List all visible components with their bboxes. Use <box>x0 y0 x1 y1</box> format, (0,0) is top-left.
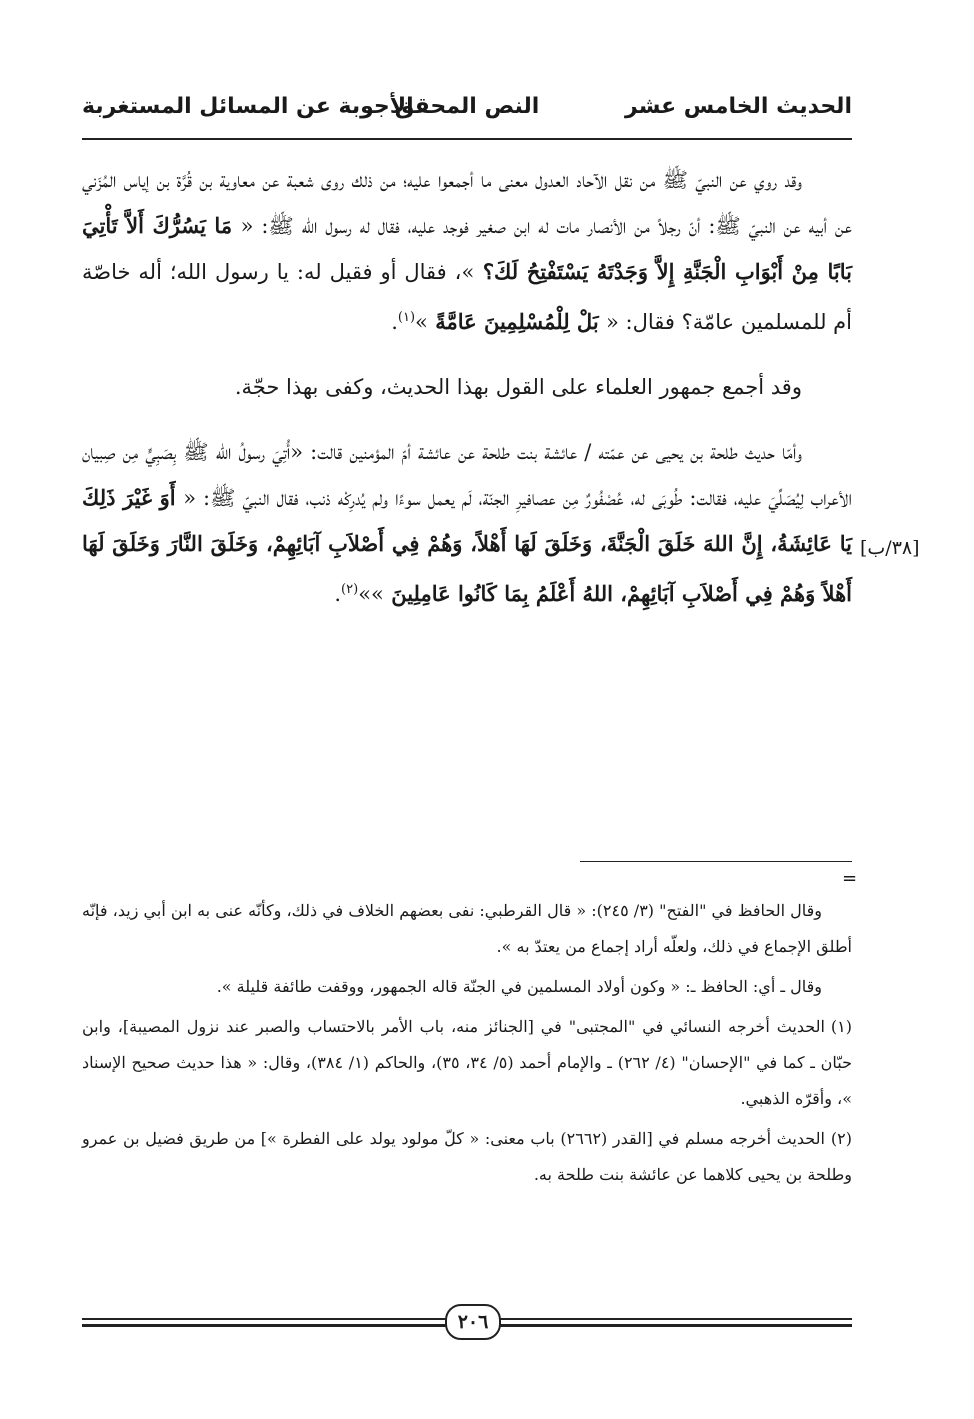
footnote-1 <box>82 1009 852 1117</box>
footnote-2-text: الحديث أخرجه مسلم في [القدر (٢٦٦٢) باب معنى: « كلّ مولود يولد على الفطرة »] من طريق فضيل بن عمرو وطلحة بن يحيى كلاهما عن عائشة بنت طلحة به. <box>82 1129 852 1184</box>
page-number: ٢٠٦ <box>445 1304 501 1340</box>
footnote-1-number: (١) <box>830 1017 852 1036</box>
footnote-continued-1: وقال الحافظ في "الفتح" (٣/ ٢٤٥): « قال القرطبي: نفى بعضهم الخلاف في ذلك، وكأنّه عنى به ابن أبي زيد، فإنّه أطلق الإجماع في ذلك، ولعلّه أراد إجماع من يعتدّ به ». <box>82 901 852 956</box>
footnote-continuation-mark: = <box>842 868 858 889</box>
p1-text-e: » <box>415 310 428 334</box>
p1-hadith-quote: مَا يَسُرُّكَ أَلاَّ تَأْتِيَ بَابًا مِنْ أَبْوَابِ الْجَنَّةِ إِلاَّ وَجَدْتَهُ يَسْتَفْتِحُ لَكَ؟ <box>82 213 852 284</box>
header-book-title: الأجوبة عن المسائل المستغربة <box>82 94 414 119</box>
paragraph-3 <box>82 430 852 617</box>
footnote-1-text: الحديث أخرجه النسائي في "المجتبى" في [الجنائز منه، باب الأمر بالاحتساب والصبر عند نزول المصيبة]، وابن حبّان ـ كما في "الإحسان" (٤/ ٢٦٢) ـ والإمام أحمد (٥/ ٣٤، ٣٥)، والحاكم (١/ ٣٨٤)، وقال: « هذا حديث صحيح الإسناد »، وأقرّه الذهبي. <box>82 1017 853 1108</box>
running-header <box>82 94 852 134</box>
header-section-title: النص المحقق <box>394 94 540 119</box>
footnotes <box>82 893 852 1197</box>
manuscript-folio-marker: [٣٨/ب] <box>860 537 920 559</box>
header-divider <box>82 138 852 140</box>
p1-text-c: »، فقال أو فقيل له: يا رسول الله؛ أله خاصّة أم للمسلمين عامّة؟ فقال: « <box>82 260 852 334</box>
footnote-2-number: (٢) <box>830 1129 852 1148</box>
p1-hadith-quote-2: بَلْ لِلْمُسْلِمِينَ عَامَّةً <box>427 309 606 334</box>
p3-text-a: وأمّا حديث طلحة بن يحيى عن عمّته / عائشة بنت طلحة عن عائشة أمّ المؤمنين قالت: « <box>290 440 802 464</box>
footnote-continued-2: وقال ـ أي: الحافظ ـ: « وكون أولاد المسلمين في الجنّة قاله الجمهور، ووقفت طائفة قليلة ». <box>216 977 822 996</box>
p3-text-d: »» <box>358 582 384 606</box>
header-chapter-title: الحديث الخامس عشر <box>625 94 852 119</box>
p1-text-a: وقد روي عن النبيّ ﷺ من نقل الآحاد العدول معنى ما أجمعوا عليه؛ من ذلك روى شعبة عن معاوية بن قُرَّة بن إياس المُزَني عن أبيه عن النبيّ ﷺ: أنّ رجلاً من الأنصار مات له ابن صغير فوجد عليه، فقال له رسول الله ﷺ: « <box>82 168 852 238</box>
footnote-2 <box>82 1121 852 1193</box>
paragraph-1 <box>82 158 852 345</box>
footnote-ref-1[interactable]: (١) <box>397 310 416 325</box>
p1-end: . <box>391 310 398 334</box>
p3-hadith-quote: أَوَ غَيْرَ ذَلِكَ يَا عَائِشَةُ، إِنَّ اللهَ خَلَقَ الْجَنَّةَ، وَخَلَقَ لَهَا أَهْلاً، وَهُمْ فِي أَصْلاَبِ آبَائِهِمْ، وَخَلَقَ النَّارَ وَخَلَقَ لَهَا أَهْلاً وَهُمْ فِي أَصْلاَبِ آبَائِهِمْ، اللهُ أَعْلَمُ بِمَا كَانُوا عَامِلِينَ <box>82 485 852 606</box>
footnote-ref-2[interactable]: (٢) <box>341 582 359 597</box>
paragraph-2: وقد أجمع جمهور العلماء على القول بهذا الحديث، وكفى بهذا حجّة. <box>234 375 802 399</box>
p3-text-b: أُتِيَ رسولُ الله ﷺ بِصَبِيٍّ مِن صِبيان الأعراب لِيُصَلِّيَ عليه، فقالت: طُوبَى له، عُصْفُورٌ مِن عصافيرِ الجنّة، لَم يعمل سوءًا ولم يُدرِكْه ذنب، فقال النبيّ ﷺ: « <box>82 440 853 510</box>
footnote-separator <box>580 861 852 862</box>
p3-end: . <box>334 582 342 606</box>
main-text <box>82 158 852 617</box>
